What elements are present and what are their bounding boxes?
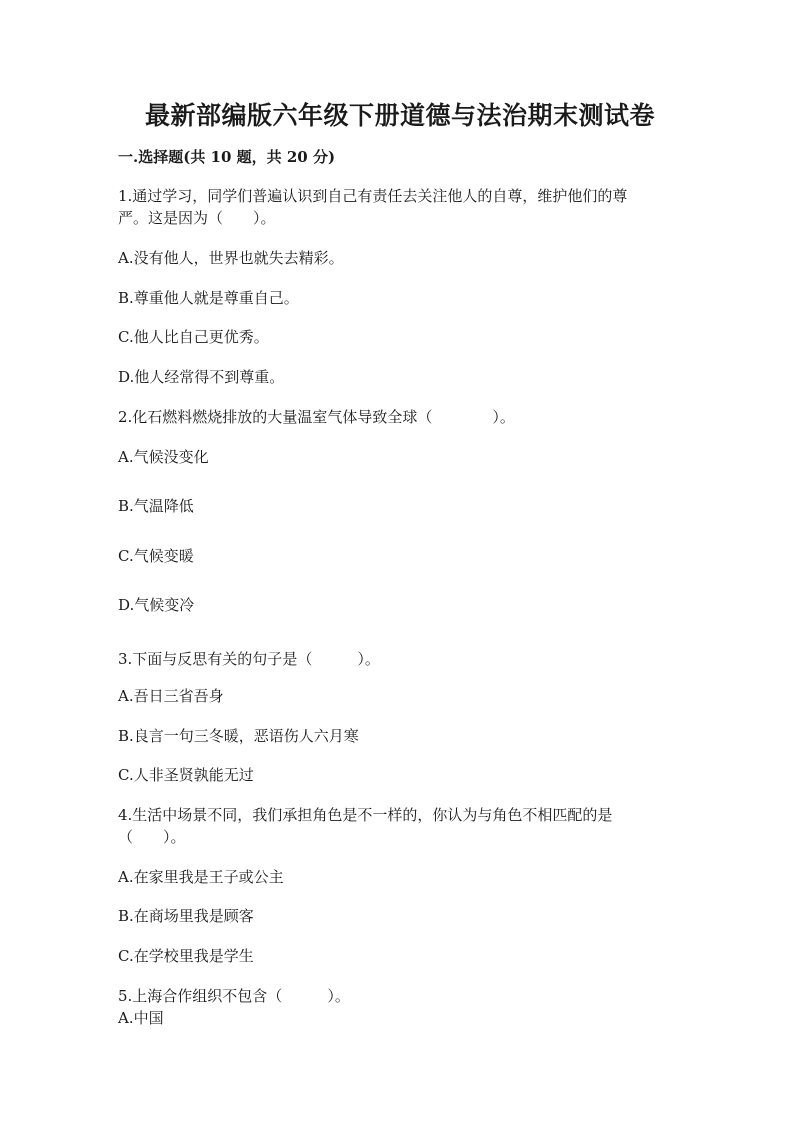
question-3-option-b: B.良言一句三冬暖，恶语伤人六月寒: [118, 727, 359, 745]
page-title: 最新部编版六年级下册道德与法治期末测试卷: [144, 101, 655, 130]
question-2-option-a: A.气候没变化: [118, 448, 209, 466]
section-heading: 一.选择题(共 10 题，共 20 分): [118, 148, 336, 166]
question-3-stem: 3.下面与反思有关的句子是（ ）。: [118, 650, 380, 668]
question-5-option-a: A.中国: [118, 1009, 164, 1027]
question-4-option-c: C.在学校里我是学生: [118, 947, 254, 965]
question-2-option-d: D.气候变冷: [118, 596, 195, 614]
question-4-option-a: A.在家里我是王子或公主: [118, 868, 284, 886]
question-4-option-b: B.在商场里我是顾客: [118, 907, 254, 925]
question-2-option-c: C.气候变暖: [118, 547, 194, 565]
question-1-option-d: D.他人经常得不到尊重。: [118, 368, 285, 386]
question-4-stem: 4.生活中场景不同，我们承担角色是不一样的，你认为与角色不相匹配的是: [118, 806, 613, 824]
question-1-option-b: B.尊重他人就是尊重自己。: [118, 289, 299, 307]
question-1-stem-continued: 严。这是因为（ ）。: [118, 209, 276, 227]
question-1-stem: 1.通过学习，同学们普遍认识到自己有责任去关注他人的自尊，维护他们的尊: [118, 187, 628, 205]
question-1-option-c: C.他人比自己更优秀。: [118, 328, 269, 346]
question-3-option-a: A.吾日三省吾身: [118, 687, 224, 705]
question-3-option-c: C.人非圣贤孰能无过: [118, 766, 254, 784]
question-4-stem-continued: （ ）。: [118, 828, 186, 846]
question-2-stem: 2.化石燃料燃烧排放的大量温室气体导致全球（ ）。: [118, 408, 515, 426]
question-2-option-b: B.气温降低: [118, 497, 194, 515]
question-5-stem: 5.上海合作组织不包含（ ）。: [118, 987, 350, 1005]
question-1-option-a: A.没有他人，世界也就失去精彩。: [118, 249, 344, 267]
